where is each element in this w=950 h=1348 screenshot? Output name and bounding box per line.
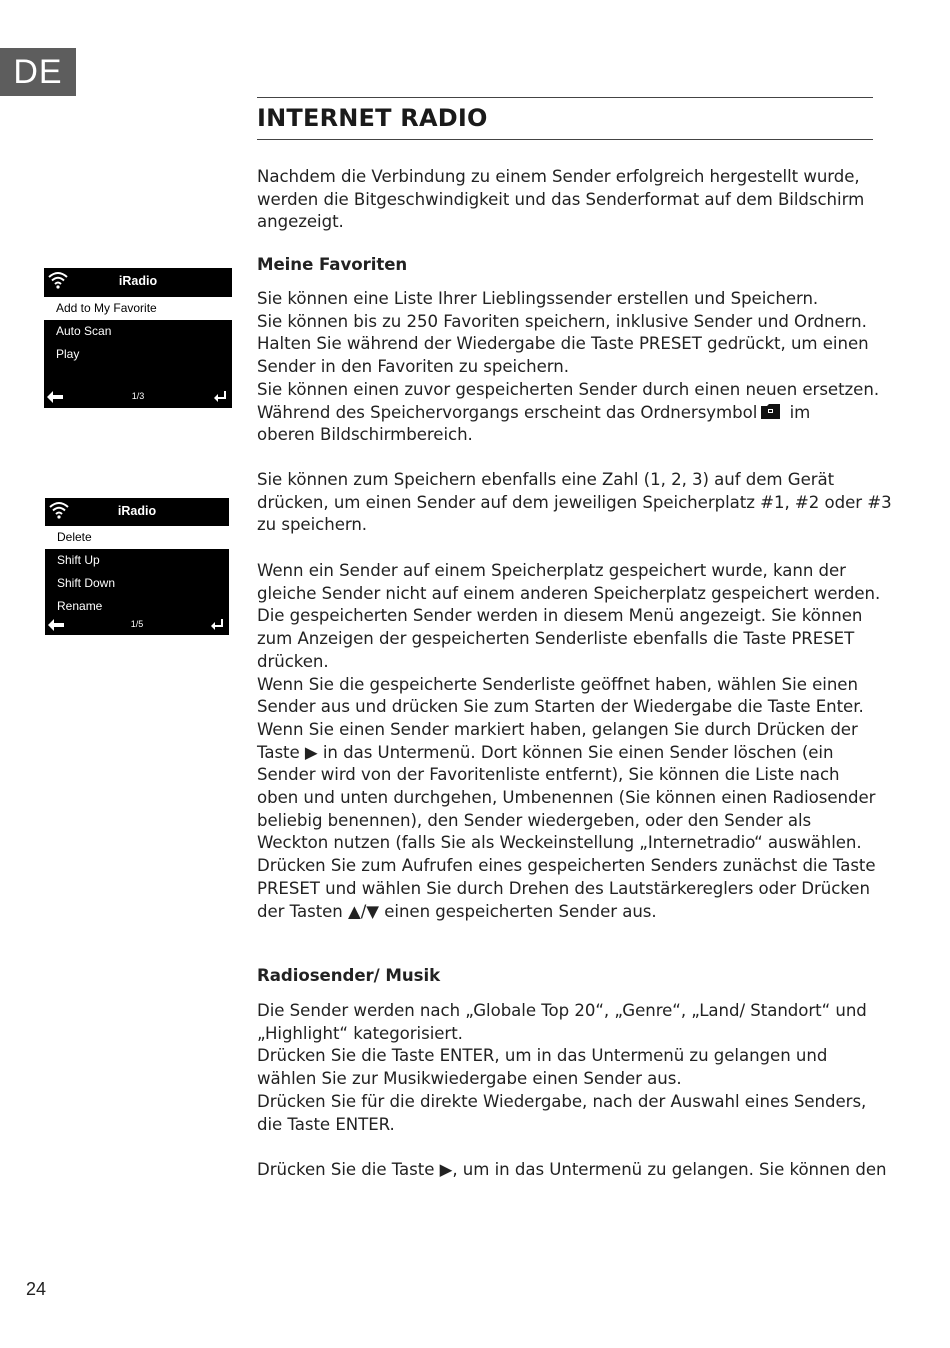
screen-title: iRadio	[118, 274, 158, 288]
intro-line: angezeigt.	[257, 212, 344, 232]
radio-music-paragraph-2	[257, 1159, 887, 1182]
wifi-icon	[49, 501, 69, 519]
intro-paragraph	[257, 166, 879, 234]
title-rule	[257, 139, 873, 140]
text-line-with-arrows	[257, 901, 879, 924]
top-rule	[257, 97, 873, 98]
page-number: 24	[26, 1279, 47, 1299]
radio-music-paragraph-1	[257, 1000, 879, 1136]
text-line: Sie können eine Liste Ihrer Lieblingssender erstellen und Speichern.	[257, 289, 819, 308]
menu-item-shift-down[interactable]: Shift Down	[57, 576, 116, 590]
folder-icon	[761, 403, 780, 418]
up-down-arrows-icon: ▲/▼	[348, 901, 379, 921]
text-line: die Taste ENTER.	[257, 1114, 395, 1134]
text-line: Sender aus und drücken Sie zum Starten der Wiedergabe die Taste Enter.	[257, 697, 864, 717]
text-line: Drücken Sie für die direkte Wiedergabe, nach der Auswahl eines Senders,	[257, 1091, 867, 1111]
text-line: Sie können einen zuvor gespeicherten Sender durch einen neuen ersetzen.	[257, 379, 880, 399]
text-line: Sender wird von der Favoritenliste entfernt), Sie können die Liste nach	[257, 765, 840, 785]
intro-line: Nachdem die Verbindung zu einem Sender erfolgreich hergestellt wurde,	[257, 167, 860, 186]
text-fragment: im	[789, 402, 811, 422]
text-line: Weckton nutzen (falls Sie als Weckeinstellung „Internetradio“ auswählen.	[257, 833, 862, 853]
text-line: Halten Sie während der Wiedergabe die Taste PRESET gedrückt, um einen	[257, 334, 869, 354]
text-line: Die Sender werden nach „Globale Top 20“, „Genre“, „Land/ Standort“ und	[257, 1001, 867, 1020]
play-triangle-icon: ▶	[439, 1160, 453, 1179]
intro-line: werden die Bitgeschwindigkeit und das Senderformat auf dem Bildschirm	[257, 189, 865, 209]
favorites-paragraph-2	[257, 469, 892, 537]
text-fragment: Taste	[257, 742, 300, 762]
radio-music-heading: Radiosender/ Musik	[257, 966, 441, 985]
menu-item-shift-up[interactable]: Shift Up	[57, 553, 100, 567]
menu-item-add-to-my-favorite[interactable]: Add to My Favorite	[44, 297, 232, 320]
text-line: oberen Bildschirmbereich.	[257, 425, 473, 445]
enter-icon[interactable]	[211, 619, 223, 631]
text-line: Die gespeicherten Sender werden in diesem Menü angezeigt. Sie können	[257, 606, 863, 626]
text-fragment: Während des Speichervorgangs erscheint das Ordnersymbol	[257, 402, 758, 422]
text-line: gleiche Sender nicht auf einem anderen Speicherplatz gespeichert werden.	[257, 583, 881, 603]
text-line: Drücken Sie die Taste ENTER, um in das Untermenü zu gelangen und	[257, 1046, 828, 1066]
text-line: oben und unten durchgehen, Umbenennen (Sie können einen Radiosender	[257, 788, 876, 808]
menu-item-delete[interactable]: Delete	[45, 526, 229, 549]
text-fragment: der Tasten	[257, 901, 343, 921]
text-line: Wenn ein Sender auf einem Speicherplatz gespeichert wurde, kann der	[257, 561, 846, 580]
screen-footer	[44, 388, 232, 408]
play-triangle-icon: ▶	[304, 742, 318, 762]
text-line-with-play-icon	[257, 1159, 887, 1182]
menu-item-auto-scan[interactable]: Auto Scan	[56, 324, 112, 338]
page-indicator: 1/5	[130, 619, 144, 629]
text-fragment: , um in das Untermenü zu gelangen. Sie können den	[452, 1160, 887, 1179]
menu-item-rename[interactable]: Rename	[57, 599, 103, 613]
page-title: INTERNET RADIO	[257, 104, 488, 132]
enter-icon[interactable]	[214, 391, 226, 403]
text-line: zu speichern.	[257, 515, 368, 535]
text-line: Wenn Sie die gespeicherte Senderliste geöffnet haben, wählen Sie einen	[257, 674, 858, 694]
text-line: zum Anzeigen der gespeicherten Senderliste ebenfalls die Taste PRESET	[257, 629, 855, 649]
text-line: beliebig benennen), den Sender wiedergeben, oder den Sender als	[257, 810, 812, 830]
text-line-with-play-icon	[257, 742, 879, 765]
screen-title: iRadio	[117, 504, 157, 518]
text-line: PRESET und wählen Sie durch Drehen des Lautstärkereglers oder Drücken	[257, 878, 870, 898]
language-tab: DE	[0, 48, 76, 96]
text-line: wählen Sie zur Musikwiedergabe einen Sender aus.	[257, 1069, 682, 1089]
text-line: drücken, um einen Sender auf dem jeweiligen Speicherplatz #1, #2 oder #3	[257, 492, 892, 512]
text-line: Drücken Sie zum Aufrufen eines gespeicherten Senders zunächst die Taste	[257, 856, 876, 876]
device-screen-add-favorite	[44, 268, 232, 408]
text-line: Sie können zum Speichern ebenfalls eine Zahl (1, 2, 3) auf dem Gerät	[257, 470, 835, 489]
page-indicator: 1/3	[131, 391, 145, 401]
menu-item-play[interactable]: Play	[56, 347, 80, 361]
device-screen-favorite-submenu	[45, 498, 229, 635]
text-line: Sie können bis zu 250 Favoriten speichern, inklusive Sender und Ordnern.	[257, 311, 867, 331]
wifi-icon	[48, 271, 68, 289]
text-line: Sender in den Favoriten zu speichern.	[257, 357, 569, 377]
text-line-with-folder-icon	[257, 402, 879, 425]
favorites-paragraph-3	[257, 560, 879, 923]
text-line: Wenn Sie einen Sender markiert haben, gelangen Sie durch Drücken der	[257, 719, 858, 739]
screen-header	[45, 498, 229, 524]
text-line: drücken.	[257, 651, 329, 671]
text-fragment: Drücken Sie die Taste	[257, 1160, 435, 1179]
favorites-paragraph-1	[257, 288, 879, 447]
text-line: „Highlight“ kategorisiert.	[257, 1023, 463, 1043]
screen-footer	[45, 617, 229, 635]
text-fragment: in das Untermenü. Dort können Sie einen Sender löschen (ein	[322, 742, 834, 762]
screen-header	[44, 268, 232, 294]
favorites-heading: Meine Favoriten	[257, 255, 408, 274]
text-fragment: einen gespeicherten Sender aus.	[384, 901, 657, 921]
